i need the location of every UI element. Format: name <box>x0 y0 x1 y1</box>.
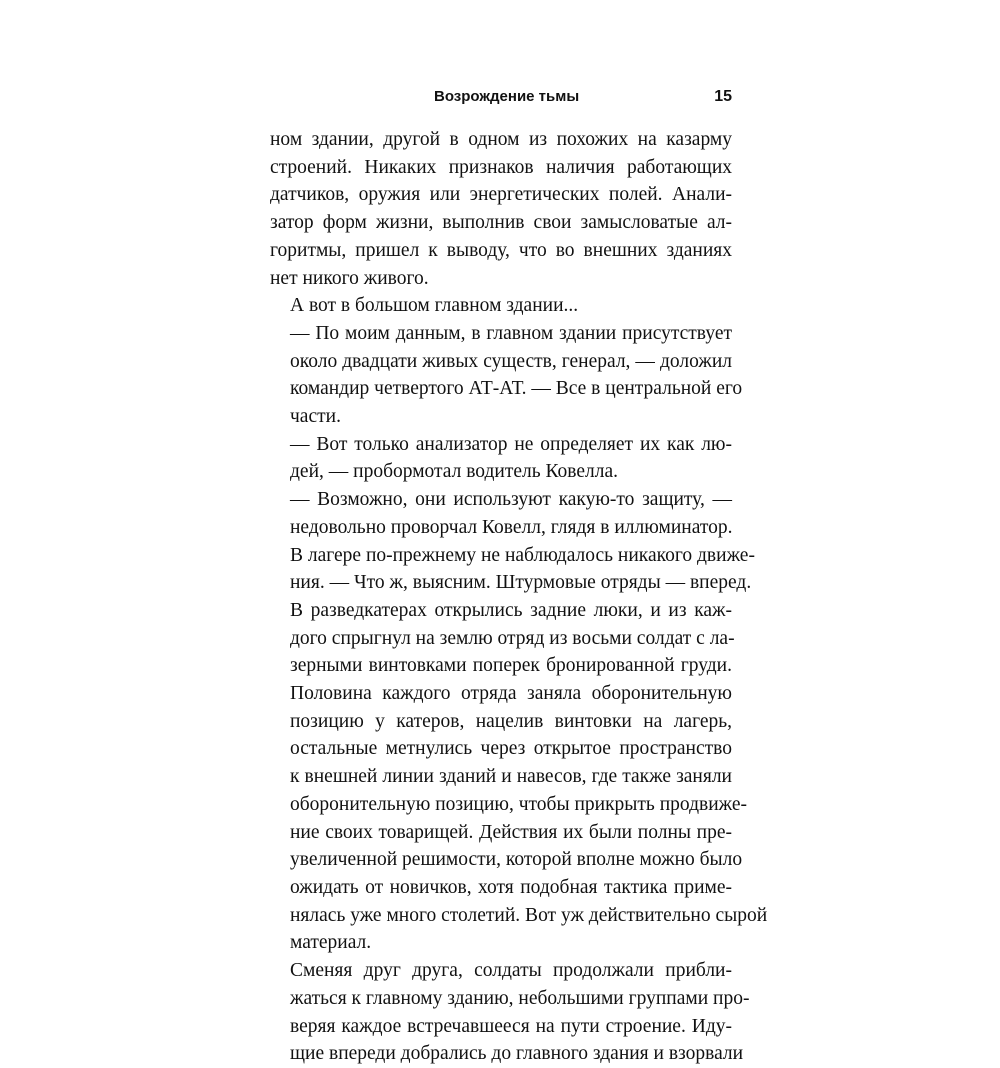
text-line: к внешней линии зданий и навесов, где также заняли <box>290 766 732 788</box>
text-line: жаться к главному зданию, небольшими группами про- <box>290 987 750 1009</box>
text-line: оборонительную позицию, чтобы прикрыть продвиже- <box>290 793 747 815</box>
paragraph <box>270 292 732 320</box>
text-line: позицию у катеров, нацелив винтовки на лагерь, <box>290 710 732 732</box>
paragraph <box>270 320 743 431</box>
text-line: щие впереди добрались до главного здания и взорвали <box>290 1043 744 1065</box>
text-line: В лагере по-прежнему не наблюдалось никакого движе- <box>290 544 755 566</box>
text-line: дей, — пробормотал водитель Ковелла. <box>290 461 619 483</box>
text-line: горитмы, пришел к выводу, что во внешних зданиях <box>270 239 732 261</box>
paragraph <box>270 597 768 957</box>
text-line: Половина каждого отряда заняла оборонительную <box>290 683 732 705</box>
text-line: остальные метнулись через открытое пространство <box>290 738 732 760</box>
text-line: датчиков, оружия или энергетических полей. Анали- <box>270 184 732 206</box>
paragraph <box>270 126 732 292</box>
text-line: строений. Никаких признаков наличия работающих <box>270 156 732 178</box>
text-line: дого спрыгнул на землю отряд из восьми солдат с ла- <box>290 627 735 649</box>
text-line: А вот в большом главном здании... <box>290 295 579 317</box>
text-line: ние своих товарищей. Действия их были полны пре- <box>290 821 732 843</box>
text-line: Сменяя друг друга, солдаты продолжали прибли- <box>290 960 732 982</box>
paragraph <box>270 957 750 1068</box>
text-line: около двадцати живых существ, генерал, — доложил <box>290 350 732 372</box>
text-line: увеличенной решимости, которой вполне можно было <box>290 849 743 871</box>
text-line: веряя каждое встречавшееся на пути строение. Иду- <box>290 1015 732 1037</box>
text-line: недовольно проворчал Ковелл, глядя в иллюминатор. <box>290 516 733 538</box>
text-line: — По моим данным, в главном здании присутствует <box>290 322 732 344</box>
text-line: нет никого живого. <box>270 267 429 289</box>
running-head-title: Возрождение тьмы <box>434 88 580 105</box>
running-head <box>270 88 732 112</box>
text-line: зерными винтовками поперек бронированной груди. <box>290 655 732 677</box>
text-line: материал. <box>290 932 372 954</box>
text-line: затор форм жизни, выполнив свои замысловатые ал- <box>270 212 732 234</box>
text-line: ожидать от новичков, хотя подобная тактика приме- <box>290 876 732 898</box>
paragraph <box>270 431 732 486</box>
text-line: В разведкатерах открылись задние люки, и из каж- <box>290 599 732 621</box>
text-line: нялась уже много столетий. Вот уж действительно сырой <box>290 904 768 926</box>
text-line: ния. — Что ж, выясним. Штурмовые отряды — вперед. <box>290 572 752 594</box>
text-line: ном здании, другой в одном из похожих на казарму <box>270 129 732 150</box>
paragraph <box>270 486 755 597</box>
text-line: командир четвертого АТ-АТ. — Все в центральной его <box>290 378 743 400</box>
page-number: 15 <box>714 88 732 105</box>
text-line: — Вот только анализатор не определяет их как лю- <box>290 433 732 455</box>
text-line: — Возможно, они используют какую-то защиту, — <box>290 489 732 511</box>
body-text <box>270 126 768 1068</box>
text-line: части. <box>290 406 341 428</box>
